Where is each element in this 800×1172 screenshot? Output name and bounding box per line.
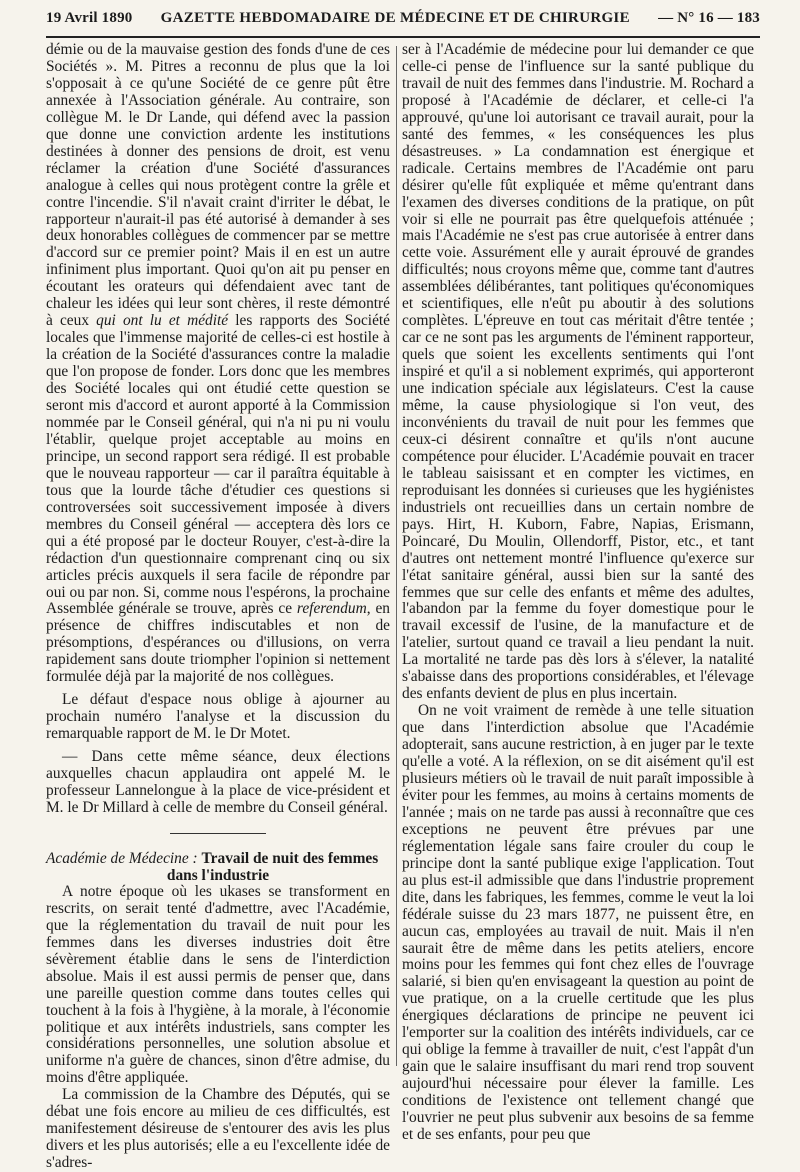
text-run: les rapports des Société locales que l'immense majorité de celles-ci est hostile à la création de la Société d'assurances contre la maladie que l'on propose de fonder. Lors donc que les membres des Société locales qui ont étudié cette question se seront mis d'accord et auront apporté à la Commission nommée par le Conseil général, qui n'a ni pu ni voulu l'établir, quelque projet acceptable au moins en principe, un second rapport sera rédigé. Il est probable que le nouveau rapporteur — car il paraîtra équitable à tous que la lourde tâche d'étudier ces questions si controversées soit successivement imposée à divers membres du Conseil général — acceptera dès lors ce qui a été proposé par le docteur Rouyer, c'est-à-dire la rédaction d'un questionnaire comprenant cinq ou six articles précis auxquels il sera facile de répondre par oui ou par non. Si, comme nous l'espérons, la prochaine Assemblée générale se trouve, après ce: [46, 312, 391, 618]
issue-page-number: — N° 16 — 183: [658, 10, 760, 26]
paragraph: Le défaut d'espace nous oblige à ajourner au prochain numéro l'analyse et la discussion du remarquable rapport de M. le Dr Motet.: [46, 691, 390, 743]
text-run: , en présence de chiffres indiscutables et non de présomptions, d'espérances ou d'illusions, on verra rapidement sans doute triompher l'opinion si nettement formulée déjà par la majorité de nos collègues.: [46, 600, 390, 686]
paragraph: On ne voit vraiment de remède à une telle situation que dans l'interdiction absolue que l'Académie adopterait, sans aucune restriction, à en juger par le texte qu'elle a voté. A la réflexion, on se dit aisément qu'il est plusieurs métiers où le travail de nuit paraît impossible à éviter pour les femmes, au moins à certains moments de l'année ; mais on ne tarde pas aussi à reconnaître que ces exceptions ne peuvent être prévues par une réglementation légale sans faire crouler du coup le principe dont la santé publique exige l'application. Tout au plus est-il admissible que dans l'industrie proprement dite, dans les fabriques, les femmes, comme le veut la loi fédérale suisse du 23 mars 1877, ne puissent être, en aucun cas, employées au travail de nuit. Mais il n'en saurait être de même dans les petits ateliers, encore moins pour les femmes qui font chez elles de l'ouvrage salarié, si bien qu'en envisageant la question au point de vue pratique, on a la cruelle certitude que les plus énergiques déclarations de principe ne peuvent ici l'emporter sur la coalition des intérêts individuels, car ce qui oblige la femme à travailler de nuit, c'est l'appât d'un gain que le salaire insuffisant du mari rend trop souvent aujourd'hui nécessaire pour élever la famille. Les conditions de l'existence ont tellement changé que l'ouvrier ne peut plus subvenir aux besoins de sa femme et de ses enfants, pour peu que: [402, 702, 754, 1143]
paragraph: La commission de la Chambre des Députés, qui se débat une fois encore au milieu de ces difficultés, est manifestement désireuse de s'entourer des avis les plus divers et les plus autorisés; elle a eu l'excellente idée de s'adres-: [46, 1086, 390, 1172]
paragraph: ser à l'Académie de médecine pour lui demander ce que celle-ci pense de l'influence sur la santé publique du travail de nuit des femmes dans l'industrie. M. Rochard a proposé à l'Académie de déclarer, et celle-ci l'a approuvé, qu'une loi autorisant ce travail aurait, pour la santé des femmes, « les conséquences les plus désastreuses. » La condamnation est énergique et radicale. Certains membres de l'Académie ont paru désirer qu'elle fût expliquée et même qu'entrant dans l'examen des diverses conditions de la pratique, on pût voir si elle ne pourrait pas être quelquefois atténuée ; mais l'Académie ne s'est pas crue autorisée à entrer dans cette voie. Assurément elle y aurait éprouvé de grandes difficultés; nous croyons même que, comme tant d'autres assemblées délibérantes, tant politiques qu'économiques et scientifiques, elle n'eût pu aboutir à des solutions complètes. L'épreuve en tout cas méritait d'être tentée ; car ce ne sont pas les arguments de l'éminent rapporteur, quels que soient les excellents sentiments qui l'ont inspiré et qu'il a si noblement exprimés, qui apporteront une indication spéciale aux législateurs. C'est la cause même, la cause physiologique si l'on veut, des inconvénients du travail de nuit pour les femmes que ceux-ci désirent connaître et qu'ils n'ont aucune compétence pour élucider. L'Académie pouvait en tracer le tableau saisissant et en compter les victimes, en reproduisant les données si curieuses que les hygiénistes industriels ont recueillies dans un certain nombre de pays. Hirt, H. Kuborn, Fabre, Napias, Erismann, Poincaré, Du Moulin, Ollendorff, Pistor, etc., et tant d'autres ont nettement montré l'influence qu'exerce sur l'état sanitaire général, aussi bien sur la santé des femmes que sur celle des enfants et même des adultes, l'abandon par la femme du foyer domestique pour le travail excessif de l'usine, de la manufacture et de l'atelier, surtout quand ce travail a lieu pendant la nuit. La mortalité ne tarde pas dès lors à s'élever, la natalité s'abaisse dans des proportions considérables, et l'élevage des enfants devient de plus en plus incertain.: [402, 41, 754, 703]
right-column: [402, 41, 754, 1143]
paragraph: [46, 42, 390, 686]
section-heading: [46, 850, 390, 884]
section-title-line-2: dans l'industrie: [166, 866, 270, 884]
section-title-line-1: Travail de nuit des femmes: [201, 849, 379, 867]
page-header: [46, 10, 760, 38]
header-date: 19 Avril 1890: [46, 10, 133, 26]
paragraph: A notre époque où les ukases se transforment en rescrits, on serait tenté d'admettre, avec l'Académie, que la réglementation du travail de nuit pour les femmes dans les diverses industries doit être sévèrement établie dans le sens de l'interdiction absolue. Mais il est aussi permis de penser que, dans une pareille question comme dans toutes celles qui touchent à la fois à l'hygiène, à la morale, à l'économie politique et aux intérêts industriels, sans compter les considérations personnelles, une solution absolue et uniforme n'a guère de chances, sinon d'être admise, du moins d'être appliquée.: [46, 882, 390, 1087]
emphasis-text: qui ont lu et médité: [96, 312, 229, 330]
emphasis-text: referendum: [296, 600, 367, 618]
paragraph: — Dans cette même séance, deux élections auxquelles chacun applaudira ont appelé M. le professeur Lannelongue à la place de vice-président et M. le Dr Millard à celle de membre du Conseil général.: [46, 748, 390, 816]
section-source: Académie de Médecine :: [46, 849, 198, 867]
section-divider: [170, 833, 266, 834]
left-column: [46, 41, 391, 1172]
text-run: démie ou de la mauvaise gestion des fonds d'une de ces Sociétés ». M. Pitres a reconnu de plus que la loi s'opposait à ce qu'une Société de ce genre pût être annexée à l'Association générale. Au contraire, son collègue M. le Dr Lande, qui défend avec la passion que donne une conviction ardente les institutions destinées à donner des pensions de droit, est venu réclamer la création d'une Société d'assurances analogue à celles qui nous protègent contre la grêle et contre l'incendie. S'il n'avait craint d'irriter le débat, le rapporteur n'aurait-il pas été autorisé à demander à ses deux honorables collègues de commencer par se mettre d'accord sur ce premier point? Mais il en est un autre infiniment plus important. Quoi qu'on ait pu penser en écoutant les orateurs qui défendaient avec tant de chaleur les idées qui leur sont chères, il reste démontré à ceux: [46, 41, 390, 330]
column-rule: [396, 46, 397, 1066]
journal-title: GAZETTE HEBDOMADAIRE DE MÉDECINE ET DE CHIRURGIE: [160, 10, 630, 26]
